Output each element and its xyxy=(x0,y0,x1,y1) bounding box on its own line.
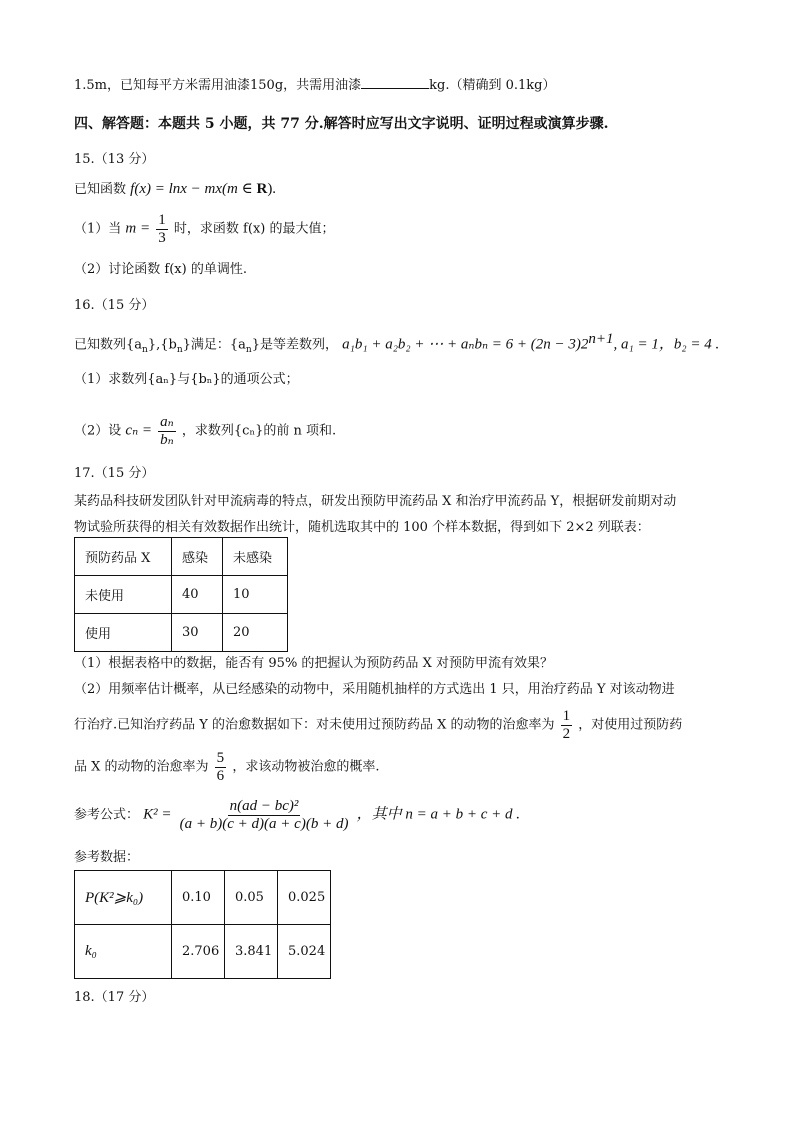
ref-cell: 2.706 xyxy=(172,925,225,979)
q16-stem-mid2: }满足：{a xyxy=(182,337,246,353)
ref-row-label: k₀ xyxy=(75,925,172,979)
q17-part1: （1）根据表格中的数据，能否有 95% 的把握认为预防药品 X 对预防甲流有效果？ xyxy=(74,656,553,671)
table-cell: 40 xyxy=(172,576,223,614)
q17-part2b xyxy=(74,708,682,742)
q17-fraction-den: 6 xyxy=(216,767,225,784)
q15-part1-m: m = xyxy=(125,220,151,237)
formula-post: ，其中 n = a + b + c + d . xyxy=(356,806,520,823)
top-line-pre: 1.5m，已知每平方米需用油漆150g，共需用油漆 xyxy=(74,78,362,93)
q18-number: 18.（17 分） xyxy=(74,990,155,1005)
table-header-cell: 感染 xyxy=(172,538,223,576)
table-header-cell: 未感染 xyxy=(223,538,288,576)
section-heading: 四、解答题：本题共 5 小题，共 77 分.解答时应写出文字说明、证明过程或演算步骤. xyxy=(74,116,609,132)
formula-fraction xyxy=(178,798,351,832)
top-line xyxy=(74,76,555,94)
q15-stem-text: 已知函数 xyxy=(74,182,127,197)
ref-row-label: P(K²⩾k₀) xyxy=(75,871,172,925)
q16-part2-pre: （2）设 xyxy=(74,423,122,439)
q17-para2: 物试验所获得的相关有效数据作出统计，随机选取其中的 100 个样本数据，得到如下 2×2 列联表： xyxy=(74,520,650,535)
q16-stem-text: }是等差数列， xyxy=(251,337,338,353)
q15-part1-pre: （1）当 xyxy=(74,221,122,237)
q15-fraction-num: 1 xyxy=(158,212,166,228)
q16-part2 xyxy=(74,414,336,448)
ref-cell: 0.10 xyxy=(172,871,225,925)
q15-real-set: R xyxy=(256,181,268,197)
q16-part1: （1）求数列{aₙ}与{bₙ}的通项公式； xyxy=(74,372,299,387)
q17-fraction-num: 1 xyxy=(562,708,571,724)
ref-cell: 0.05 xyxy=(225,871,278,925)
table-header-row xyxy=(75,538,288,576)
table-cell: 30 xyxy=(172,614,223,652)
ref-cell: 3.841 xyxy=(225,925,278,979)
q16-formula: a₁b₁ + a₂b₂ + ⋯ + aₙbₙ = 6 + (2n − 3)2 xyxy=(342,336,589,353)
table-row xyxy=(75,614,288,652)
ref-cell: 5.024 xyxy=(278,925,331,979)
formula-label: 参考公式： xyxy=(74,807,140,823)
q16-stem: 已知数列$\{a_n\},\{b_n\}$满足：$\{a_n\}$是等差数列， a₁b₁ + a₂b₂ + ⋯ + $a_nb_n = 6 + (2n - 3)2^{n+1}$, a₁ = 1，b₂ = 4 . xyxy=(74,331,720,355)
q16-fraction-den: bₙ xyxy=(160,431,174,448)
q17-para1: 某药品科技研发团队针对甲流病毒的特点，研发出预防甲流药品 X 和治疗甲流药品 Y，根据研发前期对动 xyxy=(74,494,677,509)
table-cell: 未使用 xyxy=(75,576,172,614)
q15-function: f(x) = lnx − mx(m ∈ xyxy=(130,181,257,197)
q15-part1 xyxy=(74,212,334,246)
formula-numerator: n(ad − bc)² xyxy=(229,798,299,814)
q16-stem-mid: },{b xyxy=(147,337,177,353)
q17-fraction-num: 5 xyxy=(216,750,225,766)
q17-part2c xyxy=(74,750,379,784)
q17-part2b-pre: 行治疗.已知治疗药品 Y 的治愈数据如下：对未使用过预防药品 X 的动物的治愈率为 xyxy=(74,717,555,733)
q15-stem xyxy=(74,180,276,198)
q16-stem-pre: 已知数列{a xyxy=(74,337,143,353)
q16-exponent: n+1 xyxy=(588,331,614,347)
q15-part1-post: 时，求函数 f(x) 的最大值； xyxy=(173,221,335,237)
table-header-cell: 预防药品 X xyxy=(75,538,172,576)
q16-fraction-num: aₙ xyxy=(160,414,174,430)
q17-part2b-post: ，对使用过预防药 xyxy=(578,717,683,733)
table-cell: 20 xyxy=(223,614,288,652)
q15-fraction-den: 3 xyxy=(158,229,166,246)
q17-fraction-five-sixths xyxy=(215,750,227,784)
table-cell: 使用 xyxy=(75,614,172,652)
ref-cell: 0.025 xyxy=(278,871,331,925)
ref-data-label: 参考数据： xyxy=(74,850,140,865)
q17-formula xyxy=(74,798,520,832)
table-cell: 10 xyxy=(223,576,288,614)
contingency-table xyxy=(74,537,288,652)
q16-formula-tail: , a₁ = 1，b₂ = 4 . xyxy=(613,336,720,353)
q15-fraction xyxy=(156,212,168,246)
top-line-post: kg.（精确到 0.1kg） xyxy=(429,78,556,93)
ref-table-row xyxy=(75,871,331,925)
formula-lhs: K² = xyxy=(143,806,172,823)
q15-stem-end: ). xyxy=(267,181,277,197)
q15-number: 15.（13 分） xyxy=(74,152,155,167)
q16-number: 16.（15 分） xyxy=(74,298,155,313)
q16-fraction xyxy=(158,414,176,448)
ref-table-row xyxy=(75,925,331,979)
q16-part2-c: cₙ = xyxy=(125,422,153,439)
q17-number: 17.（15 分） xyxy=(74,466,155,481)
q16-part2-post: ，求数列{cₙ}的前 n 项和. xyxy=(181,423,337,439)
answer-blank xyxy=(361,76,429,89)
formula-denominator: (a + b)(c + d)(a + c)(b + d) xyxy=(179,815,349,832)
q15-part2: （2）讨论函数 f(x) 的单调性. xyxy=(74,262,247,277)
q17-part2a: （2）用频率估计概率，从已经感染的动物中，采用随机抽样的方式选出 1 只，用治疗药品 Y 对该动物进 xyxy=(74,682,675,697)
q17-fraction-den: 2 xyxy=(562,725,571,742)
q17-part2c-pre: 品 X 的动物的治愈率为 xyxy=(74,759,209,775)
q17-fraction-half xyxy=(561,708,573,742)
reference-table xyxy=(74,870,331,979)
q17-part2c-post: ，求该动物被治愈的概率. xyxy=(232,759,380,775)
table-row xyxy=(75,576,288,614)
